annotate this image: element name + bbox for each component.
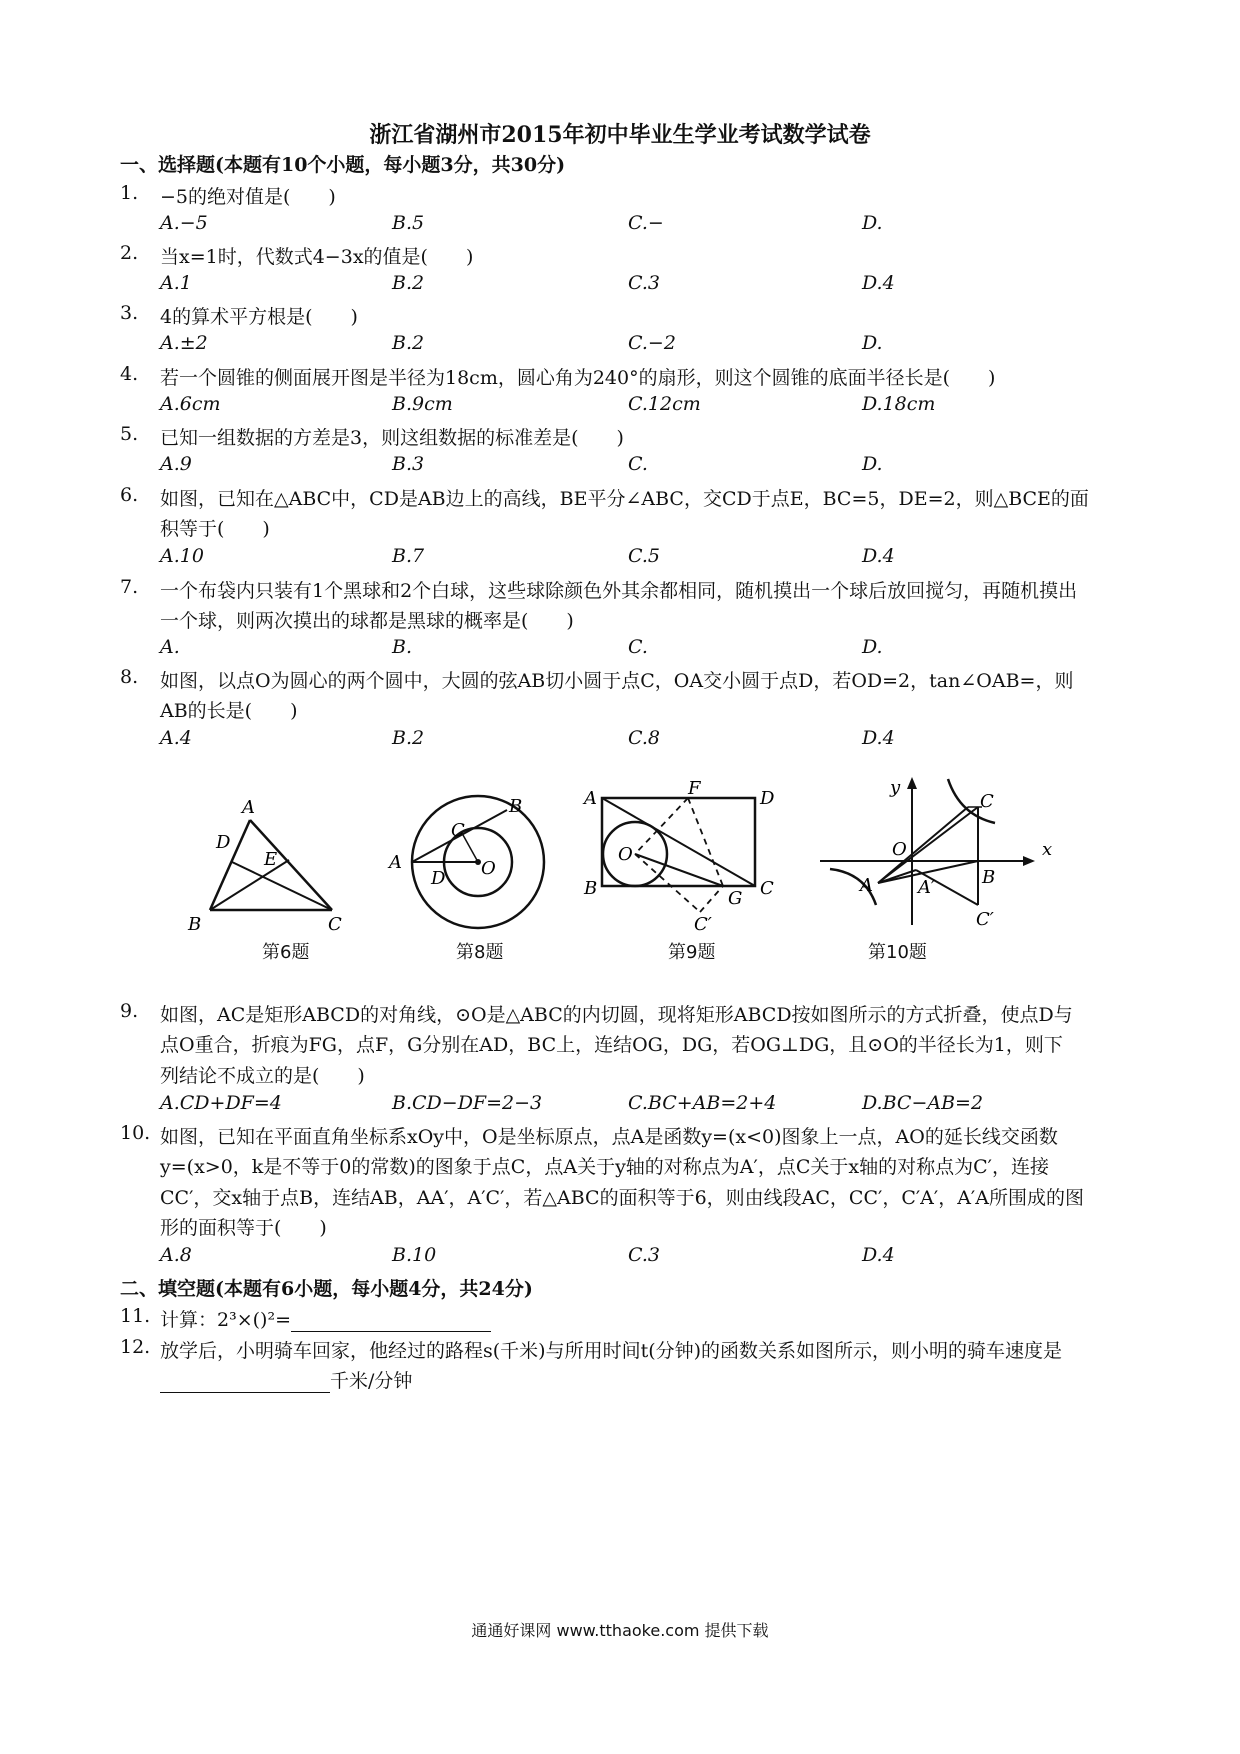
answer-blank[interactable] <box>160 1372 330 1393</box>
figure-10-label-a-prime: A′ <box>918 877 936 898</box>
figure-10-caption: 第10题 <box>868 942 927 963</box>
option-d: D. <box>862 636 883 658</box>
option-b: B.3 <box>392 453 425 475</box>
option-d: D.4 <box>862 545 895 567</box>
option-c: C.3 <box>628 272 660 294</box>
section-heading-fill-in: 二、填空题(本题有6小题，每小题4分，共24分) <box>120 1278 533 1300</box>
question-number: 3. <box>120 302 139 324</box>
question-text-continued: CC′，交x轴于点B，连结AB，AA′，A′C′，若△ABC的面积等于6，则由线段AC，CC′，C′A′，A′A所围成的图 <box>160 1187 1084 1209</box>
option-a: A. <box>160 636 180 658</box>
question-number: 6. <box>120 484 139 506</box>
option-b: B.7 <box>392 545 425 567</box>
option-d: D. <box>862 212 883 234</box>
section-heading-choice: 一、选择题(本题有10个小题，每小题3分，共30分) <box>120 154 566 176</box>
figure-9-label-f: F <box>688 778 701 799</box>
figure-8-label-b: B <box>509 796 523 817</box>
question-text: 如图，AC是矩形ABCD的对角线，⊙O是△ABC的内切圆，现将矩形ABCD按如图所示的方式折叠，使点D与 <box>160 1004 1073 1026</box>
question-text: 如图，以点O为圆心的两个圆中，大圆的弦AB切小圆于点C，OA交小圆于点D，若OD=2，tan∠OAB=，则 <box>160 670 1074 692</box>
option-d: D.4 <box>862 272 895 294</box>
option-a: A.6cm <box>160 393 221 415</box>
question-number: 2. <box>120 242 139 264</box>
option-b: B.2 <box>392 727 425 749</box>
option-b: B.9cm <box>392 393 453 415</box>
question-text: 一个布袋内只装有1个黑球和2个白球，这些球除颜色外其余都相同，随机摸出一个球后放回搅匀，再随机摸出 <box>160 580 1078 602</box>
page-title: 浙江省湖州市2015年初中毕业生学业考试数学试卷 <box>369 122 871 148</box>
figure-10-diagram <box>820 765 1060 940</box>
figure-10-label-c: C <box>980 791 994 812</box>
question-number: 7. <box>120 576 139 598</box>
figure-8-caption: 第8题 <box>456 942 504 963</box>
unit-text: 千米/分钟 <box>330 1370 413 1392</box>
figure-9-label-g: G <box>728 888 743 909</box>
option-b: B.CD−DF=2−3 <box>392 1092 543 1114</box>
option-d: D.4 <box>862 727 895 749</box>
option-a: A.−5 <box>160 212 208 234</box>
question-text: 若一个圆锥的侧面展开图是半径为18cm，圆心角为240°的扇形，则这个圆锥的底面半径长是( ) <box>160 367 996 389</box>
figure-10-label-o: O <box>892 839 907 860</box>
question-line <box>160 1366 412 1393</box>
option-a: A.9 <box>160 453 192 475</box>
option-d: D. <box>862 453 883 475</box>
option-c: C.BC+AB=2+4 <box>628 1092 777 1114</box>
option-a: A.CD+DF=4 <box>160 1092 282 1114</box>
option-a: A.1 <box>160 272 192 294</box>
option-c: C.12cm <box>628 393 701 415</box>
option-d: D.BC−AB=2 <box>862 1092 984 1114</box>
question-text: 已知一组数据的方差是3，则这组数据的标准差是( ) <box>160 427 624 449</box>
figure-8-diagram <box>385 780 565 940</box>
option-d: D.18cm <box>862 393 936 415</box>
question-number: 5. <box>120 423 139 445</box>
question-text-continued: y=(x>0，k是不等于0的常数)的图象于点C，点A关于y轴的对称点为A′，点C关于x轴的对称点为C′，连接 <box>160 1156 1049 1178</box>
option-d: D.4 <box>862 1244 895 1266</box>
question-number: 11. <box>120 1305 151 1327</box>
figure-10-label-c-prime: C′ <box>976 909 994 930</box>
question-text: 当x=1时，代数式4−3x的值是( ) <box>160 246 474 268</box>
option-c: C.5 <box>628 545 660 567</box>
question-text-continued: 一个球，则两次摸出的球都是黑球的概率是( ) <box>160 610 574 632</box>
option-c: C.3 <box>628 1244 660 1266</box>
answer-blank[interactable] <box>291 1311 491 1332</box>
figure-10-label-b: B <box>982 867 996 888</box>
option-b: B.2 <box>392 272 425 294</box>
question-line <box>160 1305 491 1332</box>
question-text: 如图，已知在△ABC中，CD是AB边上的高线，BE平分∠ABC，交CD于点E，BC=5，DE=2，则△BCE的面 <box>160 488 1089 510</box>
option-c: C.8 <box>628 727 660 749</box>
figure-9-label-d: D <box>760 788 775 809</box>
question-number: 12. <box>120 1336 151 1358</box>
figure-9-label-c-prime: C′ <box>694 914 712 935</box>
option-c: C.−2 <box>628 332 676 354</box>
question-text: 4的算术平方根是( ) <box>160 306 358 328</box>
figure-8-label-o: O <box>481 858 496 879</box>
figure-6-label-c: C <box>328 914 342 935</box>
question-text: −5的绝对值是( ) <box>160 186 336 208</box>
figure-8-label-d: D <box>431 868 446 889</box>
option-b: B.10 <box>392 1244 437 1266</box>
question-text: 放学后，小明骑车回家，他经过的路程s(千米)与所用时间t(分钟)的函数关系如图所示，则小明的骑车速度是 <box>160 1340 1063 1362</box>
option-b: B.2 <box>392 332 425 354</box>
figure-6-diagram <box>190 790 380 940</box>
figure-10-label-x: x <box>1042 839 1053 860</box>
figure-10-label-y: y <box>890 777 901 798</box>
option-c: C. <box>628 453 648 475</box>
figure-6-caption: 第6题 <box>262 942 310 963</box>
figure-6-label-b: B <box>188 914 202 935</box>
question-text-continued: 点O重合，折痕为FG，点F，G分别在AD，BC上，连结OG，DG，若OG⊥DG，且⊙O的半径长为1，则下 <box>160 1034 1063 1056</box>
figure-9-label-b: B <box>584 878 598 899</box>
figure-9-diagram <box>578 780 803 940</box>
option-c: C. <box>628 636 648 658</box>
figure-8-label-a: A <box>389 852 402 873</box>
option-a: A.±2 <box>160 332 208 354</box>
option-b: B. <box>392 636 413 658</box>
question-text-continued: 列结论不成立的是( ) <box>160 1065 365 1087</box>
question-text: 如图，已知在平面直角坐标系xOy中，O是坐标原点，点A是函数y=(x<0)图象上一点，AO的延长线交函数 <box>160 1126 1058 1148</box>
option-b: B.5 <box>392 212 425 234</box>
question-number: 8. <box>120 666 139 688</box>
option-a: A.10 <box>160 545 204 567</box>
option-d: D. <box>862 332 883 354</box>
question-text-continued: AB的长是( ) <box>160 700 298 722</box>
figure-9-label-a: A <box>584 788 597 809</box>
page-footer: 通通好课网 www.tthaoke.com 提供下载 <box>471 1621 769 1640</box>
option-a: A.4 <box>160 727 192 749</box>
figure-9-label-o: O <box>618 844 633 865</box>
question-text: 计算：2³×()²= <box>160 1309 291 1331</box>
question-text-continued: 积等于( ) <box>160 518 270 540</box>
figure-9-caption: 第9题 <box>668 942 716 963</box>
figure-9-label-c: C <box>760 878 774 899</box>
figure-6-label-e: E <box>264 849 278 870</box>
question-number: 9. <box>120 1000 139 1022</box>
figure-10-label-a: A <box>860 875 873 896</box>
question-number: 4. <box>120 363 139 385</box>
figure-6-label-d: D <box>216 832 231 853</box>
question-number: 1. <box>120 182 139 204</box>
question-text-continued: 形的面积等于( ) <box>160 1217 327 1239</box>
question-number: 10. <box>120 1122 151 1144</box>
option-a: A.8 <box>160 1244 192 1266</box>
figure-8-label-c: C <box>451 820 465 841</box>
option-c: C.− <box>628 212 664 234</box>
figure-6-label-a: A <box>242 797 255 818</box>
